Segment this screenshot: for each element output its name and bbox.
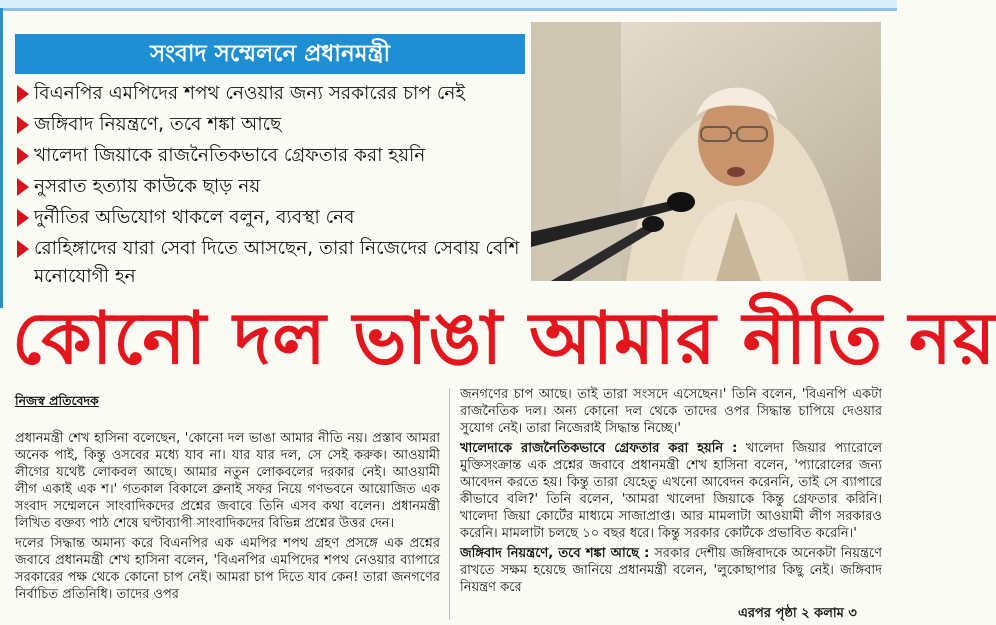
- subheading: জঙ্গিবাদ নিয়ন্ত্রণে, তবে শঙ্কা আছে :: [460, 546, 650, 561]
- section-banner: সংবাদ সম্মেলনে প্রধানমন্ত্রী: [15, 34, 525, 74]
- headline: কোনো দল ভাঙা আমার নীতি নয়: [12, 296, 996, 380]
- list-item: জঙ্গিবাদ নিয়ন্ত্রণে, তবে শঙ্কা আছে: [15, 111, 525, 139]
- article-paragraph: প্রধানমন্ত্রী শেখ হাসিনা বলেছেন, 'কোনো দল ভাঙা আমার নীতি নয়। প্রস্তাব আমরা অনেক পাই, কিন্তু ওসবের মধ্যে যাব না। যার যার দল, সে সেই করুক। আওয়ামী লীগের যথেষ্ট লোকবল আছে। আমার নতুন লোকবলের দরকার নেই। আওয়ামী লীগ একাই এক শ।' গতকাল বিকালে ব্রুনাই সফর নিয়ে গণভবনে আয়োজিত এক সংবাদ সম্মেলনে সাংবাদিকদের প্রশ্নের জবাবে তিনি এসব কথা বলেন। প্রধানমন্ত্রী লিখিত বক্তব্য পাঠ শেষে ঘণ্টাব্যাপী সাংবাদিকদের বিভিন্ন প্রশ্নের উত্তর দেন।: [15, 431, 440, 531]
- triangle-bullet-icon: [17, 116, 29, 134]
- triangle-bullet-icon: [17, 147, 29, 165]
- list-item: রোহিঙ্গাদের যারা সেবা দিতে আসছেন, তারা নিজেদের সেবায় বেশি মনোযোগী হন: [15, 235, 525, 291]
- triangle-bullet-icon: [17, 240, 29, 258]
- triangle-bullet-icon: [17, 85, 29, 103]
- triangle-bullet-icon: [17, 209, 29, 227]
- left-accent-rule: [0, 8, 3, 308]
- byline: নিজস্ব প্রতিবেদক: [15, 393, 99, 408]
- continued-on-page: এরপর পৃষ্ঠা ২ কলাম ৩: [738, 606, 857, 621]
- speaker-photo-illustration: [531, 22, 881, 281]
- article-paragraph: খালেদাকে রাজনৈতিকভাবে গ্রেফতার করা হয়নি : খালেদা জিয়ার প্যারোলে মুক্তিসংক্রান্ত এক প্রশ্নের জবাবে প্রধানমন্ত্রী শেখ হাসিনা বলেন, 'প্যারোলের জন্য আবেদন করতে হয়। কিন্তু তারা যেহেতু এখনো আবেদন করেননি, তাই সে ব্যাপারে কীভাবে বলি?' তিনি বলেন, 'আমরা খালেদা জিয়াকে কিন্তু গ্রেফতার করিনি। খালেদা জিয়া কোর্টের মাধ্যমে সাজাপ্রাপ্ত। আর মামলাটা আওয়ামী লীগ সরকারও করেনি। মামলাটা চলছে ১০ বছর ধরে। কিন্তু সরকার কোর্টকে প্রভাবিত করেনি।': [460, 441, 883, 541]
- article-paragraph: জঙ্গিবাদ নিয়ন্ত্রণে, তবে শঙ্কা আছে : সরকার দেশীয় জঙ্গিবাদকে অনেকটা নিয়ন্ত্রণে রাখতে সক্ষম হয়েছে জানিয়ে প্রধানমন্ত্রী বলেন, 'লুকোছাপার কিছু নেই। জঙ্গিবাদ নিয়ন্ত্রণ করে: [460, 546, 882, 595]
- news-photo: [531, 22, 881, 281]
- triangle-bullet-icon: [17, 178, 29, 196]
- column-divider: [449, 388, 450, 620]
- article-paragraph: জনগণের চাপ আছে। তাই তারা সংসদে এসেছেন।' তিনি বলেন, 'বিএনপি একটা রাজনৈতিক দল। অন্য কোনো দল থেকে তাদের ওপর সিদ্ধান্ত চাপিয়ে দেওয়ার সুযোগ নেই। তারা নিজেরাই সিদ্ধান্ত নিচ্ছে।': [460, 387, 882, 436]
- article-paragraph: দলের সিদ্ধান্ত অমান্য করে বিএনপির এক এমপির শপথ গ্রহণ প্রসঙ্গে এক প্রশ্নের জবাবে প্রধানমন্ত্রী শেখ হাসিনা বলেন, 'বিএনপির এমপিদের শপথ নেওয়ার ব্যাপারে সরকারের পক্ষ থেকে কোনো চাপ নেই। আমরা চাপ দিতে যাব কেন! তারা জনগণের নির্বাচিত প্রতিনিধি। তাদের ওপর: [15, 536, 440, 602]
- subheading: খালেদাকে রাজনৈতিকভাবে গ্রেফতার করা হয়নি :: [460, 441, 738, 456]
- article-column-left: [15, 430, 440, 606]
- highlights-list: [15, 80, 525, 294]
- list-item: দুর্নীতির অভিযোগ থাকলে বলুন, ব্যবস্থা নেব: [15, 204, 525, 232]
- top-rule: [0, 0, 897, 11]
- article-column-right: [460, 386, 882, 599]
- list-item: নুসরাত হত্যায় কাউকে ছাড় নয়: [15, 173, 525, 201]
- list-item: খালেদা জিয়াকে রাজনৈতিকভাবে গ্রেফতার করা হয়নি: [15, 142, 525, 170]
- list-item: বিএনপির এমপিদের শপথ নেওয়ার জন্য সরকারের চাপ নেই: [15, 80, 525, 108]
